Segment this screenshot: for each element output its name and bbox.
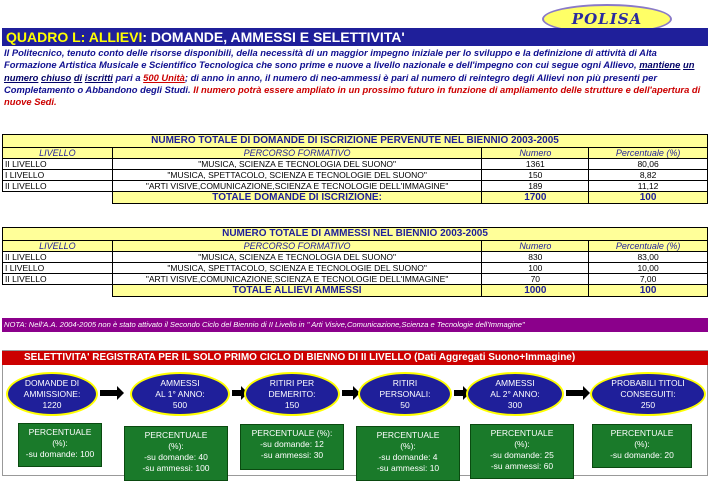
step-ritiri-personali xyxy=(358,372,452,416)
intro-text-1: Il Politecnico, tenuto conto delle risorse disponibili, della necessità di un maggior impegno iniziale per lo sviluppo e la definizione di attività di Alta Formazione Artistica Musicale e Scientifico Tecnologica che sono prime e nuove a livello nazionale e dell'impegno con cui segue ogni Allievo, xyxy=(4,47,657,71)
total-spacer xyxy=(3,285,113,297)
percent-box xyxy=(124,426,228,481)
col-percentuale: Percentuale (%) xyxy=(589,148,708,159)
domande-total-percent: 100 xyxy=(589,192,708,204)
percent-line1: PERCENTUALE xyxy=(28,427,92,437)
col-percentuale: Percentuale (%) xyxy=(589,241,708,252)
percent-line1: PERCENTUALE (%): xyxy=(251,428,333,438)
intro-un: un xyxy=(682,59,695,71)
ammessi-total-label: TOTALE ALLIEVI AMMESSI xyxy=(112,285,482,297)
ammessi-total-number: 1000 xyxy=(482,285,589,297)
domande-table xyxy=(2,134,708,204)
percent-line4: -su ammessi: 100 xyxy=(142,463,210,473)
col-numero: Numero xyxy=(482,148,589,159)
percent-line1: PERCENTUALE xyxy=(610,428,674,438)
ammessi-title: NUMERO TOTALE DI AMMESSI NEL BIENNIO 2003-2005 xyxy=(3,228,708,241)
percent-box xyxy=(470,424,574,479)
step-value: 1220 xyxy=(42,399,62,410)
table-row xyxy=(3,274,708,285)
percent-line2: -su domande: 12 xyxy=(260,439,324,449)
total-spacer xyxy=(3,192,113,204)
intro-red-note: Il numero potrà essere ampliato in un prossimo futuro in funzione di ampliamento delle strutture e dell'apertura di nuove Sedi. xyxy=(4,83,701,108)
cell-livello: II LIVELLO xyxy=(3,252,113,263)
percent-line2: (%): xyxy=(400,441,416,451)
col-percorso: PERCORSO FORMATIVO xyxy=(112,241,482,252)
table-row xyxy=(3,252,708,263)
col-livello: LIVELLO xyxy=(3,241,113,252)
cell-percorso: "ARTI VISIVE,COMUNICAZIONE,SCIENZA E TECNOLOGIE DELL'IMMAGINE" xyxy=(112,181,482,192)
step-value: 150 xyxy=(284,399,300,410)
cell-livello: II LIVELLO xyxy=(3,274,113,285)
percent-line3: -su domande: 4 xyxy=(378,452,438,462)
table-row xyxy=(3,159,708,170)
step-value: 300 xyxy=(507,399,523,410)
step-domande-ammissione xyxy=(6,372,98,416)
cell-livello: II LIVELLO xyxy=(3,181,113,192)
step-line2: AMMISSIONE: xyxy=(23,388,81,399)
percent-line2: (%): xyxy=(514,439,530,449)
percent-line2: (%): xyxy=(168,441,184,451)
step-line1: AMMESSI xyxy=(495,377,535,388)
percent-line3: -su domande: 100 xyxy=(25,449,95,459)
step-line1: RITIRI xyxy=(392,377,418,388)
percent-line3: -su domande: 20 xyxy=(610,450,674,460)
flow-arrow-icon xyxy=(454,390,464,396)
title-part2: ALLIEVI xyxy=(88,29,143,45)
flow-arrow-icon xyxy=(232,390,242,396)
cell-percorso: "MUSICA, SCIENZA E TECNOLOGIA DEL SUONO" xyxy=(112,252,482,263)
col-livello: LIVELLO xyxy=(3,148,113,159)
step-ammessi-2-anno xyxy=(466,372,564,416)
cell-percentuale: 10,00 xyxy=(589,263,708,274)
percent-line3: -su ammessi: 30 xyxy=(260,450,324,460)
intro-mantiene: mantiene xyxy=(639,59,681,71)
cell-numero: 150 xyxy=(482,170,589,181)
step-line2: DEMERITO: xyxy=(268,388,316,399)
polisa-logo: POLISA xyxy=(542,4,672,34)
cell-livello: I LIVELLO xyxy=(3,170,113,181)
domande-total-row xyxy=(3,192,708,204)
col-numero: Numero xyxy=(482,241,589,252)
cell-percentuale: 7,00 xyxy=(589,274,708,285)
intro-iscritti: iscritti xyxy=(84,71,113,83)
percent-line1: PERCENTUALE xyxy=(490,428,554,438)
domande-total-number: 1700 xyxy=(482,192,589,204)
step-line2: CONSEGUITI: xyxy=(620,388,676,399)
cell-percorso: "ARTI VISIVE,COMUNICAZIONE,SCIENZA E TECNOLOGIE DELL'IMMAGINE" xyxy=(112,274,482,285)
flow-arrow-icon xyxy=(342,390,354,396)
intro-di: di xyxy=(73,71,83,83)
step-line1: DOMANDE DI xyxy=(24,377,80,388)
percent-line4: -su ammessi: 10 xyxy=(376,463,440,473)
cell-percorso: "MUSICA, SPETTACOLO, SCIENZA E TECNOLOGIE DEL SUONO" xyxy=(112,263,482,274)
step-line1: AMMESSI xyxy=(160,377,200,388)
step-titoli-conseguiti xyxy=(590,372,706,416)
cell-numero: 189 xyxy=(482,181,589,192)
cell-numero: 830 xyxy=(482,252,589,263)
step-line2: AL 2° ANNO: xyxy=(490,388,540,399)
percent-line3: -su domande: 25 xyxy=(490,450,554,460)
intro-numero: numero xyxy=(4,71,39,83)
percent-line1: PERCENTUALE xyxy=(376,430,440,440)
domande-title: NUMERO TOTALE DI DOMANDE DI ISCRIZIONE PERVENUTE NEL BIENNIO 2003-2005 xyxy=(3,135,708,148)
nota-banner: NOTA: Nell'A.A. 2004-2005 non è stato attivato il Secondo Ciclo del Biennio di II Livello in " Arti Visive,Comunicazione,Scienza e Tecnologie dell'Immagine" xyxy=(2,318,708,332)
step-line2: PERSONALI: xyxy=(379,388,431,399)
percent-line1: PERCENTUALE xyxy=(144,430,208,440)
table-row xyxy=(3,170,708,181)
col-percorso: PERCORSO FORMATIVO xyxy=(112,148,482,159)
title-part3: : DOMANDE, AMMESSI E SELETTIVITA' xyxy=(142,29,405,45)
percent-line2: (%): xyxy=(634,439,650,449)
step-line2: AL 1° ANNO: xyxy=(155,388,205,399)
cell-numero: 100 xyxy=(482,263,589,274)
intro-text-3: ; di anno in anno, il numero di neo-ammessi è pari al numero di reintegro degli Allievi non più presenti per Completamento o Abbandono degli Studi. xyxy=(4,71,657,95)
intro-chiuso: chiuso xyxy=(41,71,72,83)
cell-percentuale: 80,06 xyxy=(589,159,708,170)
step-value: 50 xyxy=(400,399,410,410)
cell-livello: I LIVELLO xyxy=(3,263,113,274)
table-row xyxy=(3,263,708,274)
cell-percentuale: 83,00 xyxy=(589,252,708,263)
domande-total-label: TOTALE DOMANDE DI ISCRIZIONE: xyxy=(112,192,482,204)
percent-line2: (%): xyxy=(52,438,68,448)
step-ritiri-demerito xyxy=(244,372,340,416)
cell-percorso: "MUSICA, SCIENZA E TECNOLOGIA DEL SUONO" xyxy=(112,159,482,170)
table-row xyxy=(3,181,708,192)
flow-arrow-icon xyxy=(100,390,118,396)
percent-line4: -su ammessi: 60 xyxy=(490,461,554,471)
step-ammessi-1-anno xyxy=(130,372,230,416)
cell-livello: II LIVELLO xyxy=(3,159,113,170)
title-part1: QUADRO L: xyxy=(6,29,86,45)
intro-units: 500 Unità xyxy=(143,71,185,83)
step-value: 250 xyxy=(640,399,656,410)
percent-box xyxy=(356,426,460,481)
step-value: 500 xyxy=(172,399,188,410)
step-line1: PROBABILI TITOLI xyxy=(611,377,685,388)
cell-percentuale: 11,12 xyxy=(589,181,708,192)
cell-percorso: "MUSICA, SPETTACOLO, SCIENZA E TECNOLOGIE DEL SUONO" xyxy=(112,170,482,181)
selettivita-title: SELETTIVITA' REGISTRATA PER IL SOLO PRIMO CICLO DI BIENNO DI II LIVELLO (Dati Aggregati Suono+Immagine) xyxy=(2,351,708,365)
percent-box xyxy=(18,423,102,467)
percent-line3: -su domande: 40 xyxy=(144,452,208,462)
percent-box xyxy=(592,424,692,468)
cell-percentuale: 8,82 xyxy=(589,170,708,181)
ammessi-table xyxy=(2,227,708,297)
intro-paragraph xyxy=(4,47,708,127)
cell-numero: 70 xyxy=(482,274,589,285)
flow-arrow-icon xyxy=(566,390,584,396)
ammessi-total-row xyxy=(3,285,708,297)
percent-box xyxy=(240,424,344,470)
cell-numero: 1361 xyxy=(482,159,589,170)
page-title xyxy=(2,28,708,46)
ammessi-total-percent: 100 xyxy=(589,285,708,297)
step-line1: RITIRI PER xyxy=(269,377,315,388)
intro-text-2: pari a xyxy=(115,71,141,83)
